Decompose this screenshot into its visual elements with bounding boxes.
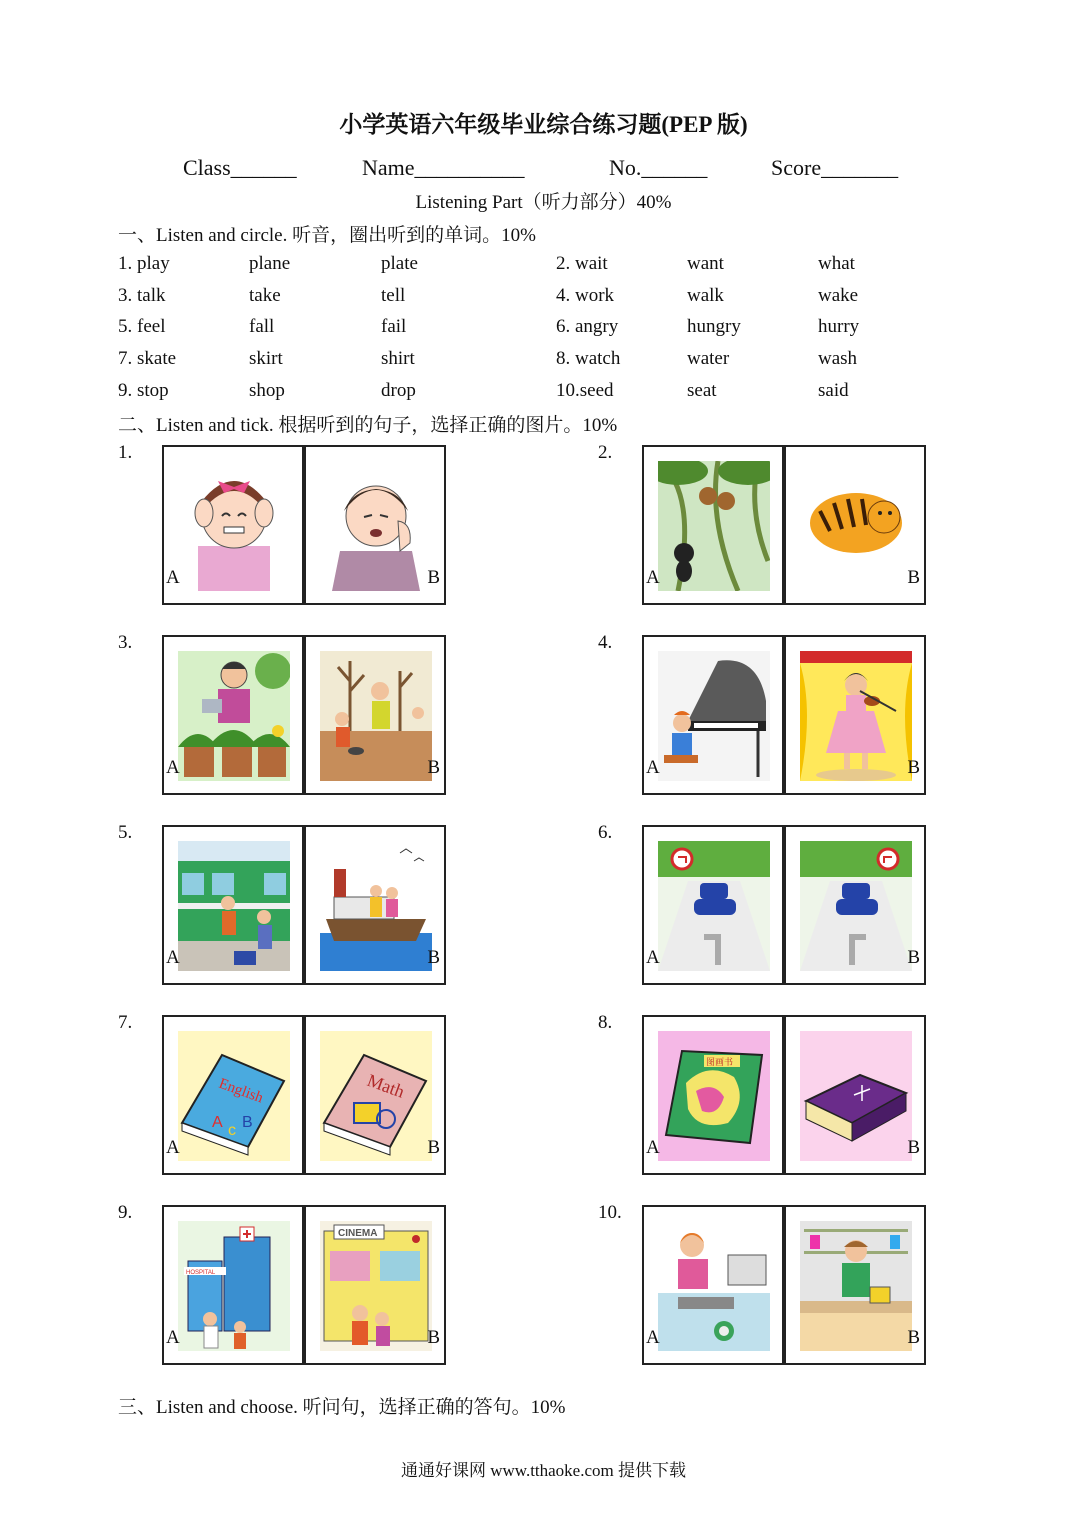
picture-pair bbox=[642, 1205, 928, 1365]
question-number: 4. bbox=[598, 632, 613, 653]
question-number: 8. bbox=[598, 1012, 613, 1033]
train-picture bbox=[178, 841, 290, 971]
section1-heading: 一、Listen and circle. 听音，圈出听到的单词。10% bbox=[118, 225, 536, 246]
option-label-b: B bbox=[907, 757, 920, 778]
class-field: Class______ bbox=[183, 155, 297, 180]
option-label-b: B bbox=[427, 1327, 440, 1348]
option-label-a: A bbox=[166, 567, 180, 588]
option-b-boy-toothache[interactable] bbox=[304, 445, 446, 605]
circle-word[interactable]: take bbox=[249, 285, 281, 306]
option-a-picture-book[interactable] bbox=[642, 1015, 784, 1175]
circle-word[interactable]: wake bbox=[818, 285, 859, 306]
circle-word[interactable]: seat bbox=[687, 380, 717, 401]
circle-word[interactable]: shop bbox=[249, 380, 285, 401]
circle-word[interactable]: what bbox=[818, 253, 855, 274]
picture-book-picture bbox=[658, 1031, 770, 1161]
picture-pair bbox=[642, 825, 928, 985]
option-b-planting-trees[interactable] bbox=[304, 635, 446, 795]
picture-pair bbox=[642, 1015, 928, 1175]
circle-word[interactable]: want bbox=[687, 253, 724, 274]
english-book-picture bbox=[178, 1031, 290, 1161]
math-book-picture bbox=[320, 1031, 432, 1161]
turn-right-picture bbox=[800, 841, 912, 971]
option-a-watering-flowers[interactable] bbox=[162, 635, 304, 795]
option-label-a: A bbox=[166, 1327, 180, 1348]
office-worker-picture bbox=[658, 1221, 770, 1351]
option-a-girl-headache[interactable] bbox=[162, 445, 304, 605]
picture-pair bbox=[162, 445, 448, 605]
page-title: 小学英语六年级毕业综合练习题(PEP 版) bbox=[339, 112, 748, 137]
shop-assistant-picture bbox=[800, 1221, 912, 1351]
svg-text:c: c bbox=[228, 1122, 236, 1139]
picture-pair bbox=[642, 445, 928, 605]
svg-text:English: English bbox=[216, 1075, 266, 1107]
question-number: 2. bbox=[598, 442, 613, 463]
footer: 通通好课网 www.tthaoke.com 提供下载 bbox=[400, 1461, 687, 1480]
circle-word[interactable]: fall bbox=[249, 316, 275, 337]
question-number: 5. bbox=[118, 822, 133, 843]
circle-word[interactable]: 5. feel bbox=[118, 316, 166, 337]
option-a-playing-piano[interactable] bbox=[642, 635, 784, 795]
question-number: 10. bbox=[598, 1202, 622, 1223]
playing-violin-picture bbox=[800, 651, 912, 781]
circle-word[interactable]: fail bbox=[381, 316, 407, 337]
circle-word[interactable]: said bbox=[818, 380, 849, 401]
svg-text:A: A bbox=[212, 1114, 223, 1131]
listening-part-heading: Listening Part（听力部分）40% bbox=[415, 192, 672, 213]
circle-word[interactable]: 7. skate bbox=[118, 348, 177, 369]
option-label-b: B bbox=[907, 1137, 920, 1158]
option-label-a: A bbox=[166, 757, 180, 778]
circle-word[interactable]: wash bbox=[818, 348, 858, 369]
circle-word[interactable]: walk bbox=[687, 285, 724, 306]
monkeys-picture bbox=[658, 461, 770, 591]
option-label-a: A bbox=[166, 947, 180, 968]
circle-word[interactable]: plate bbox=[381, 253, 418, 274]
picture-pair bbox=[162, 825, 448, 985]
name-field: Name__________ bbox=[362, 155, 525, 180]
picture-pair bbox=[642, 635, 928, 795]
section3-heading: 三、Listen and choose. 听问句，选择正确的答句。10% bbox=[118, 1397, 566, 1418]
hospital-picture bbox=[178, 1221, 290, 1351]
circle-word[interactable]: 10.seed bbox=[556, 380, 614, 401]
turn-left-picture bbox=[658, 841, 770, 971]
question-number: 9. bbox=[118, 1202, 133, 1223]
option-a-english-book[interactable] bbox=[162, 1015, 304, 1175]
playing-piano-picture bbox=[658, 651, 770, 781]
dictionary-picture bbox=[800, 1031, 912, 1161]
question-number: 3. bbox=[118, 632, 133, 653]
circle-word[interactable]: 1. play bbox=[118, 253, 170, 274]
svg-text:图画书: 图画书 bbox=[706, 1058, 734, 1068]
circle-word[interactable]: plane bbox=[249, 253, 291, 274]
circle-word[interactable]: 8. watch bbox=[556, 348, 621, 369]
option-label-a: A bbox=[166, 1137, 180, 1158]
picture-pair bbox=[162, 1205, 448, 1365]
question-number: 1. bbox=[118, 442, 133, 463]
option-label-b: B bbox=[427, 567, 440, 588]
option-label-b: B bbox=[427, 757, 440, 778]
circle-word[interactable]: hurry bbox=[818, 316, 860, 337]
question-number: 6. bbox=[598, 822, 613, 843]
option-label-a: A bbox=[646, 1327, 660, 1348]
picture-pair bbox=[162, 635, 448, 795]
score-field: Score_______ bbox=[771, 155, 899, 180]
option-label-b: B bbox=[907, 567, 920, 588]
option-b-math-book[interactable] bbox=[304, 1015, 446, 1175]
option-b-turn-right[interactable] bbox=[784, 825, 926, 985]
option-b-ship[interactable] bbox=[304, 825, 446, 985]
option-label-b: B bbox=[427, 947, 440, 968]
cinema-picture bbox=[320, 1221, 432, 1351]
circle-word[interactable]: 9. stop bbox=[118, 380, 169, 401]
option-label-a: A bbox=[646, 757, 660, 778]
option-a-hospital[interactable] bbox=[162, 1205, 304, 1365]
circle-word[interactable]: shirt bbox=[381, 348, 415, 369]
circle-word[interactable]: 4. work bbox=[556, 285, 615, 306]
circle-word[interactable]: 2. wait bbox=[556, 253, 608, 274]
circle-word[interactable]: drop bbox=[381, 380, 416, 401]
circle-word[interactable]: tell bbox=[381, 285, 406, 306]
option-a-train[interactable] bbox=[162, 825, 304, 985]
svg-text:B: B bbox=[242, 1114, 253, 1131]
circle-word[interactable]: skirt bbox=[249, 348, 283, 369]
circle-word[interactable]: 3. talk bbox=[118, 285, 166, 306]
boy-toothache-picture bbox=[320, 461, 432, 591]
option-a-turn-left[interactable] bbox=[642, 825, 784, 985]
section2-heading: 二、Listen and tick. 根据听到的句子，选择正确的图片。10% bbox=[118, 415, 618, 436]
girl-headache-picture bbox=[178, 461, 290, 591]
option-b-shop-assistant[interactable] bbox=[784, 1205, 926, 1365]
option-a-monkeys[interactable] bbox=[642, 445, 784, 605]
watering-flowers-picture bbox=[178, 651, 290, 781]
option-label-a: A bbox=[646, 567, 660, 588]
option-label-a: A bbox=[646, 947, 660, 968]
option-b-tiger[interactable] bbox=[784, 445, 926, 605]
circle-word[interactable]: 6. angry bbox=[556, 316, 619, 337]
circle-word[interactable]: hungry bbox=[687, 316, 741, 337]
svg-text:HOSPITAL: HOSPITAL bbox=[186, 1270, 216, 1276]
picture-pair bbox=[162, 1015, 448, 1175]
planting-trees-picture bbox=[320, 651, 432, 781]
question-number: 7. bbox=[118, 1012, 133, 1033]
option-label-a: A bbox=[646, 1137, 660, 1158]
svg-text:CINEMA: CINEMA bbox=[338, 1228, 378, 1239]
tiger-picture bbox=[800, 461, 912, 591]
option-b-dictionary[interactable] bbox=[784, 1015, 926, 1175]
option-a-office-worker[interactable] bbox=[642, 1205, 784, 1365]
ship-picture bbox=[320, 841, 432, 971]
svg-text:Math: Math bbox=[364, 1069, 408, 1102]
option-label-b: B bbox=[427, 1137, 440, 1158]
option-b-playing-violin[interactable] bbox=[784, 635, 926, 795]
option-label-b: B bbox=[907, 1327, 920, 1348]
option-label-b: B bbox=[907, 947, 920, 968]
option-b-cinema[interactable] bbox=[304, 1205, 446, 1365]
circle-word[interactable]: water bbox=[687, 348, 730, 369]
number-field: No.______ bbox=[609, 155, 708, 180]
